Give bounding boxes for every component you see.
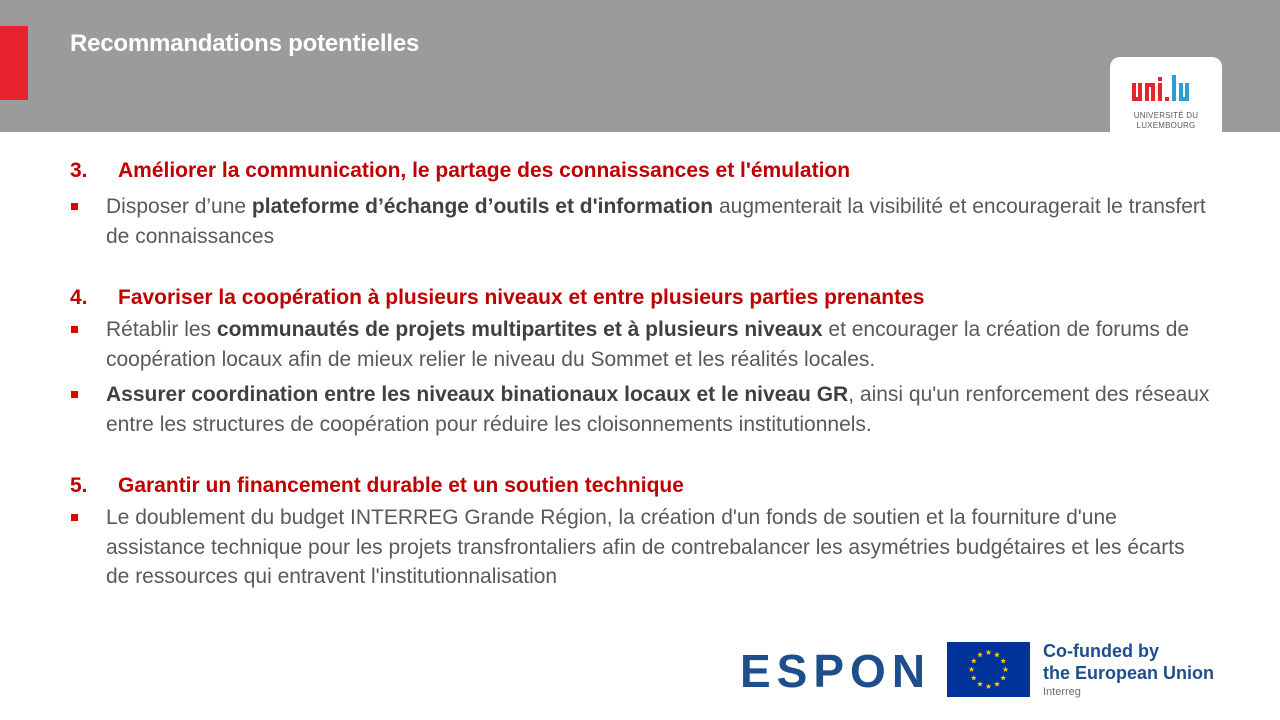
slide-title: Recommandations potentielles (70, 30, 420, 57)
eu-cofunded-label (1043, 640, 1214, 684)
square-bullet-icon (70, 503, 106, 592)
bullet-text-normal: et encourager la création de forums de coopération locaux afin de mieux relier le niveau du Sommet et les réalités locales. (106, 318, 1190, 371)
eu-star-icon (994, 652, 1000, 657)
bullet-text-normal: augmenterait la visibilité et encouragerait le transfert de connaissances (106, 195, 1206, 248)
section-number: 5. (70, 474, 88, 497)
section-heading-4 (70, 283, 1210, 313)
eu-star-icon (977, 681, 983, 686)
logo-line-1: UNIVERSITÉ DU (1133, 111, 1199, 120)
eu-star-icon (971, 675, 977, 680)
eu-star-icon (969, 667, 975, 672)
bullet-item (70, 192, 1210, 251)
bullet-text (106, 315, 1210, 374)
eu-star-icon (971, 658, 977, 663)
eu-line-1: Co-funded by (1043, 641, 1159, 661)
university-logo-text (1110, 111, 1222, 131)
eu-star-icon (994, 681, 1000, 686)
section-heading-3 (70, 156, 1210, 186)
logo-line-2: LUXEMBOURG (1136, 121, 1196, 130)
bullet-item (70, 315, 1210, 374)
eu-star-icon (986, 684, 992, 689)
red-accent-bar (0, 26, 28, 100)
eu-line-2: the European Union (1043, 663, 1214, 683)
bullet-text (106, 380, 1210, 439)
espon-logo: ESPON (740, 645, 932, 697)
bullet-text-bold: Assurer coordination entre les niveaux binationaux locaux et le niveau GR (106, 383, 849, 406)
university-logo (1110, 57, 1222, 141)
unilu-mark-icon (1132, 75, 1200, 105)
eu-star-icon (1000, 658, 1006, 663)
bullet-text (106, 503, 1210, 592)
eu-star-icon (977, 652, 983, 657)
bullet-text-normal: Le doublement du budget INTERREG Grande Région, la création d'un fonds de soutien et la fourniture d'une assistance technique pour les projets transfrontaliers afin de contrebalancer les asymétries budgétaires et les écarts de ressources qui entravent l'institutionnalisation (106, 506, 1185, 588)
eu-star-icon (986, 650, 992, 655)
section-title: Garantir un financement durable et un soutien technique (118, 474, 684, 497)
bullet-text (106, 192, 1210, 251)
section-heading-5 (70, 471, 1210, 501)
square-bullet-icon (70, 380, 106, 439)
eu-flag-icon (947, 642, 1030, 697)
section-title: Favoriser la coopération à plusieurs niveaux et entre plusieurs parties prenantes (118, 286, 925, 309)
section-number: 3. (70, 159, 88, 182)
section-number: 4. (70, 286, 88, 309)
eu-stars-icon (947, 642, 1030, 697)
bullet-text-bold: plateforme d’échange d’outils et d'information (251, 195, 714, 218)
slide-body (70, 156, 1210, 592)
slide-header (0, 0, 1280, 132)
bullet-item (70, 503, 1210, 592)
bullet-item (70, 380, 1210, 439)
bullet-text-normal: , ainsi qu'un renforcement des réseaux entre les structures de coopération pour réduire les cloisonnements institutionnels. (106, 383, 1210, 436)
section-title: Améliorer la communication, le partage des connaissances et l'émulation (118, 159, 851, 182)
bullet-text-bold: communautés de projets multipartites et à plusieurs niveaux (216, 318, 823, 341)
square-bullet-icon (70, 315, 106, 374)
eu-star-icon (1003, 667, 1009, 672)
interreg-label: Interreg (1043, 686, 1081, 698)
bullet-text-normal: Rétablir les (106, 318, 217, 341)
square-bullet-icon (70, 192, 106, 251)
eu-star-icon (1000, 675, 1006, 680)
bullet-text-normal: Disposer d’une (106, 195, 252, 218)
